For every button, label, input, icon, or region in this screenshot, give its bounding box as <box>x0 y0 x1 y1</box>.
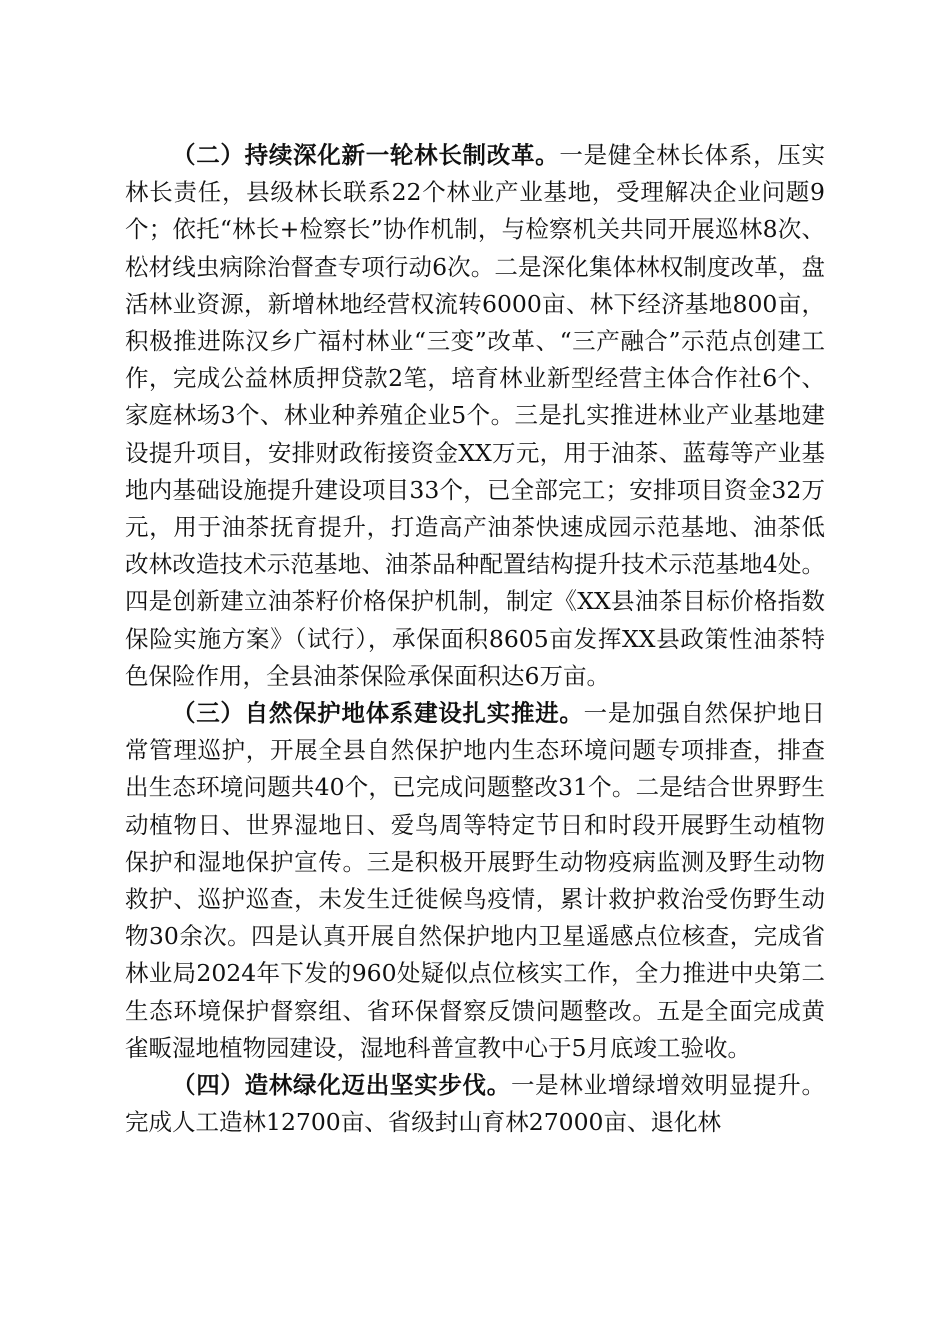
paragraph-forest-chief-reform <box>125 137 825 695</box>
paragraph-nature-reserve-system <box>125 695 825 1067</box>
paragraph-text: 一是林业增绿增效明显提升。完成人工造林12700亩、省级封山育林27000亩、退化林 <box>125 1071 826 1137</box>
section-heading: （二）持续深化新一轮林长制改革。 <box>172 141 560 169</box>
section-heading: （三）自然保护地体系建设扎实推进。 <box>172 699 584 728</box>
section-heading: （四）造林绿化迈出坚实步伐。 <box>172 1071 511 1100</box>
paragraph-afforestation <box>125 1067 825 1141</box>
paragraph-text: 一是加强自然保护地日常管理巡护，开展全县自然保护地内生态环境问题专项排查，排查出生态环境问题共40个，已完成问题整改31个。二是结合世界野生动植物日、世界湿地日、爱鸟周等特定节日和时段开展野生动植物保护和湿地保护宣传。三是积极开展野生动物疫病监测及野生动物救护、巡护巡查，未发生迁徙候鸟疫情，累计救护救治受伤野生动物30余次。四是认真开展自然保护地内卫星遥感点位核查，完成省林业局2024年下发的960处疑似点位核实工作，全力推进中央第二生态环境保护督察组、省环保督察反馈问题整改。五是全面完成黄雀畈湿地植物园建设，湿地科普宣教中心于5月底竣工验收。 <box>125 699 826 1062</box>
document-body <box>125 137 825 1141</box>
paragraph-text: 一是健全林长体系，压实林长责任，县级林长联系22个林业产业基地，受理解决企业问题9个；依托“林长+检察长”协作机制，与检察机关共同开展巡林8次、松材线虫病除治督查专项行动6次。二是深化集体林权制度改革，盘活林业资源，新增林地经营权流转6000亩、林下经济基地800亩，积极推进陈汉乡广福村林业“三变”改革、“三产融合”示范点创建工作，完成公益林质押贷款2笔，培育林业新型经营主体合作社6个、家庭林场3个、林业种养殖企业5个。三是扎实推进林业产业基地建设提升项目，安排财政衔接资金XX万元，用于油茶、蓝莓等产业基地内基础设施提升建设项目33个，已全部完工；安排项目资金32万元，用于油茶抚育提升，打造高产油茶快速成园示范基地、油茶低改林改造技术示范基地、油茶品种配置结构提升技术示范基地4处。四是创新建立油茶籽价格保护机制，制定《XX县油茶目标价格指数保险实施方案》（试行），承保面积8605亩发挥XX县政策性油茶特色保险作用，全县油茶保险承保面积达6万亩。 <box>125 141 826 690</box>
